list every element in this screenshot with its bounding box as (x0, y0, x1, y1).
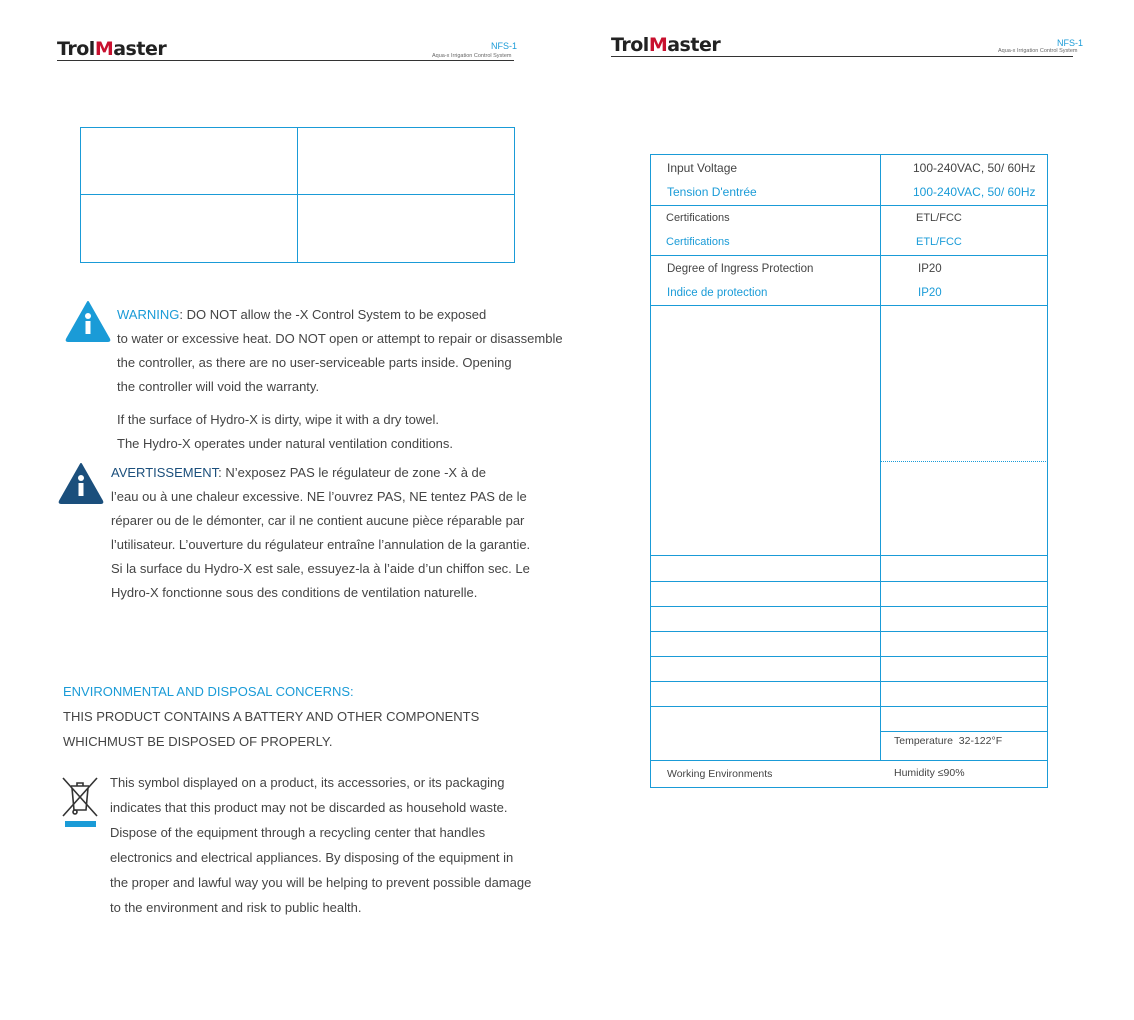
humidity-value: Humidity ≤90% (894, 767, 965, 779)
avertissement-line-3: réparer ou de le démonter, car il ne contient aucune pièce réparable par (111, 513, 525, 528)
avertissement-line-1: AVERTISSEMENT: N’exposez PAS le régulateur de zone -X à de (111, 465, 487, 480)
disposal-line-3: Dispose of the equipment through a recycling center that handles (110, 825, 486, 840)
model-label: NFS-1 (1057, 38, 1084, 48)
ingress-protection-value: IP20 (918, 263, 942, 275)
temperature-range: Temperature 32-122°F (894, 735, 1003, 747)
spec-row-divider (650, 631, 1048, 632)
working-environments-label: Working Environments (667, 768, 773, 780)
spec-row-divider (650, 656, 1048, 657)
spec-row-divider (650, 581, 1048, 582)
warning-line-1: WARNING: DO NOT allow the -X Control System to be exposed (117, 307, 487, 322)
tension-entree-label: Tension D'entrée (667, 185, 757, 199)
ingress-protection-label: Degree of Ingress Protection (667, 263, 814, 275)
avertissement-line-5: Si la surface du Hydro-X est sale, essuyez-la à l’aide d’un chiffon sec. Le (111, 561, 530, 576)
tension-entree-value: 100-240VAC, 50/ 60Hz (913, 185, 1036, 199)
indice-protection-label: Indice de protection (667, 287, 768, 299)
disposal-line-6: to the environment and risk to public health. (110, 900, 362, 915)
spec-dotted-divider (880, 461, 1048, 462)
info-warning-icon (65, 300, 111, 342)
spec-row-divider (650, 706, 1048, 707)
spec-row-divider (650, 205, 1048, 206)
blank-table-divider (297, 127, 298, 263)
input-voltage-label: Input Voltage (667, 161, 738, 175)
spec-row-divider (650, 681, 1048, 682)
blank-table-row-divider (80, 194, 515, 195)
disposal-line-5: the proper and lawful way you will be helping to prevent possible damage (110, 875, 532, 890)
input-voltage-value: 100-240VAC, 50/ 60Hz (913, 161, 1036, 175)
header-rule (611, 56, 1073, 57)
warning-line-5: If the surface of Hydro-X is dirty, wipe it with a dry towel. (117, 412, 439, 427)
crossed-out-bin-icon (60, 774, 100, 830)
certifications-fr-label: Certifications (666, 236, 730, 248)
header-subtitle: Aqua-x Irrigation Control System (998, 48, 1078, 54)
avertissement-line-6: Hydro-X fonctionne sous des conditions de ventilation naturelle. (111, 585, 478, 600)
header-rule (57, 60, 514, 61)
spec-table-column-divider (880, 154, 881, 760)
certifications-value: ETL/FCC (916, 212, 962, 224)
model-label: NFS-1 (491, 41, 518, 51)
spec-row-divider (880, 731, 1048, 732)
trolmaster-logo: TrolMaster (611, 34, 721, 56)
spec-row-divider (650, 305, 1048, 306)
trolmaster-logo: TrolMaster (57, 38, 167, 60)
environment-line-1: THIS PRODUCT CONTAINS A BATTERY AND OTHER COMPONENTS (63, 709, 480, 724)
warning-line-6: The Hydro-X operates under natural ventilation conditions. (117, 436, 454, 451)
header-subtitle: Aqua-x Irrigation Control System (432, 53, 512, 59)
indice-protection-value: IP20 (918, 287, 942, 299)
spec-row-divider (650, 760, 1048, 761)
certifications-label: Certifications (666, 212, 730, 224)
spec-row-divider (650, 255, 1048, 256)
avertissement-line-2: l’eau ou à une chaleur excessive. NE l’ouvrez PAS, NE tentez PAS de le (111, 489, 527, 504)
disposal-line-4: electronics and electrical appliances. By disposing of the equipment in (110, 850, 514, 865)
environment-heading: ENVIRONMENTAL AND DISPOSAL CONCERNS: (63, 684, 354, 699)
spec-table (650, 154, 1048, 788)
info-avertissement-icon (58, 462, 104, 504)
disposal-line-2: indicates that this product may not be discarded as household waste. (110, 800, 508, 815)
spec-row-divider (650, 606, 1048, 607)
warning-line-2: to water or excessive heat. DO NOT open or attempt to repair or disassemble (117, 331, 563, 346)
environment-line-2: WHICHMUST BE DISPOSED OF PROPERLY. (63, 734, 333, 749)
certifications-fr-value: ETL/FCC (916, 236, 962, 248)
disposal-line-1: This symbol displayed on a product, its accessories, or its packaging (110, 775, 505, 790)
warning-line-4: the controller will void the warranty. (117, 379, 320, 394)
warning-line-3: the controller, as there are no user-serviceable parts inside. Opening (117, 355, 512, 370)
avertissement-line-4: l’utilisateur. L’ouverture du régulateur entraîne l’annulation de la garantie. (111, 537, 531, 552)
spec-row-divider (650, 555, 1048, 556)
